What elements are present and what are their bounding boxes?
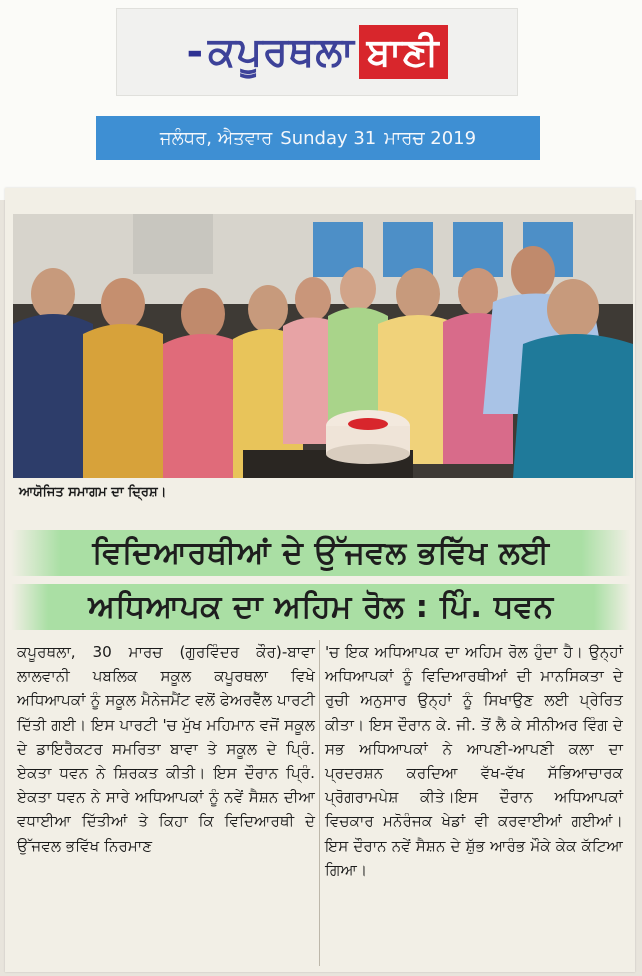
masthead-prefix: - <box>186 29 205 75</box>
news-clipping <box>5 188 635 972</box>
dateline-city-day: ਜਲੰਧਰ, ਐਤਵਾਰ <box>159 127 273 149</box>
dateline-english-date: Sunday 31 <box>280 127 377 149</box>
article-column-2: 'ਚ ਇਕ ਅਧਿਆਪਕ ਦਾ ਅਹਿਮ ਰੋਲ ਹੁੰਦਾ ਹੈ। ਉਨ੍ਹਾਂ ਅਧਿਆਪਕਾਂ ਨੂੰ ਵਿਦਿਆਰਥੀਆਂ ਦੀ ਮਾਨਸਿਕਤਾ ਦੇ ਰੁਚੀ ਅਨੁਸਾਰ ਉਨ੍ਹਾਂ ਨੂੰ ਸਿਖਾਉਣ ਲਈ ਪ੍ਰੇਰਿਤ ਕੀਤਾ। ਇਸ ਦੌਰਾਨ ਕੇ. ਜੀ. ਤੋਂ ਲੈ ਕੇ ਸੀਨੀਅਰ ਵਿੰਗ ਦੇ ਸਭ ਅਧਿਆਪਕਾਂ ਨੇ ਆਪਣੀ-ਆਪਣੀ ਕਲਾ ਦਾ ਪ੍ਰਦਰਸ਼ਨ ਕਰਦਿਆ ਵੱਖ-ਵੱਖ ਸੱਭਿਆਚਾਰਕ ਪ੍ਰੋਗਰਾਮਪੇਸ਼ ਕੀਤੇ।ਇਸ ਦੌਰਾਨ ਅਧਿਆਪਕਾਂ ਵਿਚਕਾਰ ਮਨੋਰੰਜਕ ਖੇਡਾਂ ਵੀ ਕਰਵਾਈਆਂ ਗਈਆਂ। ਇਸ ਦੌਰਾਨ ਨਵੇਂ ਸੈਸ਼ਨ ਦੇ ਸ਼ੁੱਭ ਆਰੰਭ ਮੌਕੇ ਕੇਕ ਕੱਟਿਆ ਗਿਆ। <box>325 643 623 879</box>
dateline-bar <box>96 116 540 160</box>
article-column-1: ਕਪੂਰਥਲਾ, 30 ਮਾਰਚ (ਗੁਰਵਿੰਦਰ ਕੌਰ)-ਬਾਵਾ ਲਾਲਵਾਨੀ ਪਬਲਿਕ ਸਕੂਲ ਕਪੂਰਥਲਾ ਵਿਖੇ ਅਧਿਆਪਕਾਂ ਨੂੰ ਸਕੂਲ ਮੈਨੇਜਮੈਂਟ ਵਲੋਂ ਫੇਅਰਵੈੱਲ ਪਾਰਟੀ ਦਿੱਤੀ ਗਈ। ਇਸ ਪਾਰਟੀ 'ਚ ਮੁੱਖ ਮਹਿਮਾਨ ਵਜੋਂ ਸਕੂਲ ਦੇ ਡਾਇਰੈਕਟਰ ਸਮਰਿਤਾ ਬਾਵਾ ਤੇ ਸਕੂਲ ਦੇ ਪ੍ਰਿੰ. ਏਕਤਾ ਧਵਨ ਨੇ ਸ਼ਿਰਕਤ ਕੀਤੀ। ਇਸ ਦੌਰਾਨ ਪ੍ਰਿੰ. ਏਕਤਾ ਧਵਨ ਨੇ ਸਾਰੇ ਅਧਿਆਪਕਾਂ ਨੂੰ ਨਵੇਂ ਸੈਸ਼ਨ ਦੀਆ ਵਧਾਈਆ ਦਿੱਤੀਆਂ ਤੇ ਕਿਹਾ ਕਿ ਵਿਦਿਆਰਥੀ ਦੇ ਉੱਜਵਲ ਭਵਿੱਖ ਨਿਰਮਾਣ <box>17 643 315 855</box>
headline-line-2: ਅਧਿਆਪਕ ਦਾ ਅਹਿਮ ਰੋਲ : ਪਿੰ. ਧਵਨ <box>11 584 631 630</box>
masthead-title-part2: ਬਾਣੀ <box>359 25 448 79</box>
photo-caption: ਆਯੋਜਿਤ ਸਮਾਗਮ ਦਾ ਦ੍ਰਿਸ਼। <box>19 484 167 500</box>
column-divider <box>319 640 320 966</box>
event-photo-illustration <box>13 214 633 478</box>
headline-line-1: ਵਿਦਿਆਰਥੀਆਂ ਦੇ ਉੱਜਵਲ ਭਵਿੱਖ ਲਈ <box>11 530 631 576</box>
newspaper-masthead <box>116 8 518 96</box>
dateline-month-year: ਮਾਰਚ 2019 <box>384 127 477 149</box>
masthead-title-part1: ਕਪੂਰਥਲਾ <box>208 29 355 75</box>
event-photo <box>13 214 633 478</box>
